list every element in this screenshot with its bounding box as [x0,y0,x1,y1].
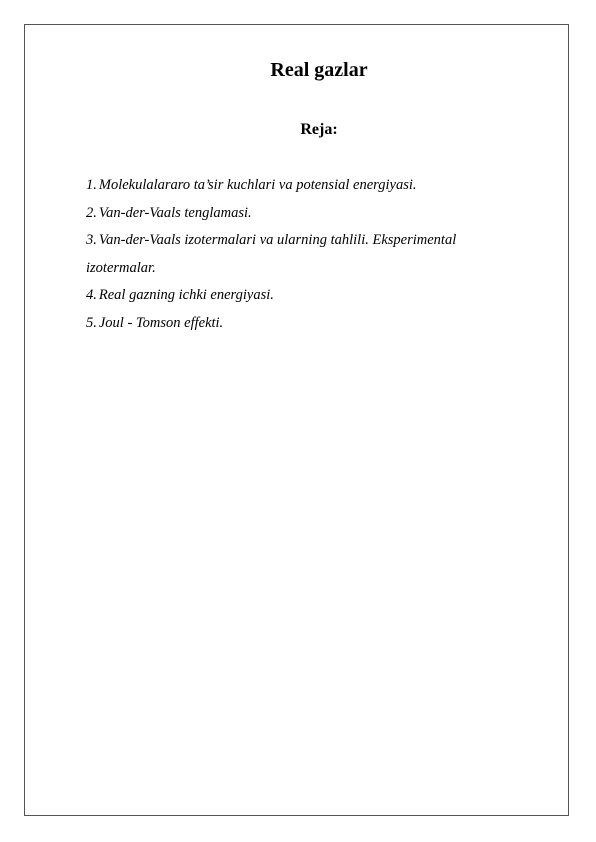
plan-list [86,172,526,337]
document-title: Real gazlar [270,59,368,81]
plan-item [86,172,526,200]
plan-item [86,282,526,310]
plan-item-number: 1. [86,177,97,193]
plan-item-text: Real gazning ichki energiyasi. [98,287,274,303]
plan-item-text: Molekulalararo ta’sir kuchlari va potensial energiyasi. [98,177,417,193]
plan-item [86,227,526,282]
plan-item-number: 4. [86,287,97,303]
plan-heading: Reja: [300,121,338,138]
page-border [24,24,569,816]
plan-item [86,200,526,228]
plan-item-text: Van-der-Vaals izotermalari va ularning tahlili. Eksperimental izotermalar. [86,232,457,276]
plan-item-text: Van-der-Vaals tenglamasi. [98,204,252,221]
plan-item-number: 5. [86,314,97,331]
plan-item-number: 2. [86,204,97,221]
plan-item-text: Joul - Tomson effekti. [98,314,224,331]
plan-item-number: 3. [86,232,97,248]
plan-item [86,310,526,338]
